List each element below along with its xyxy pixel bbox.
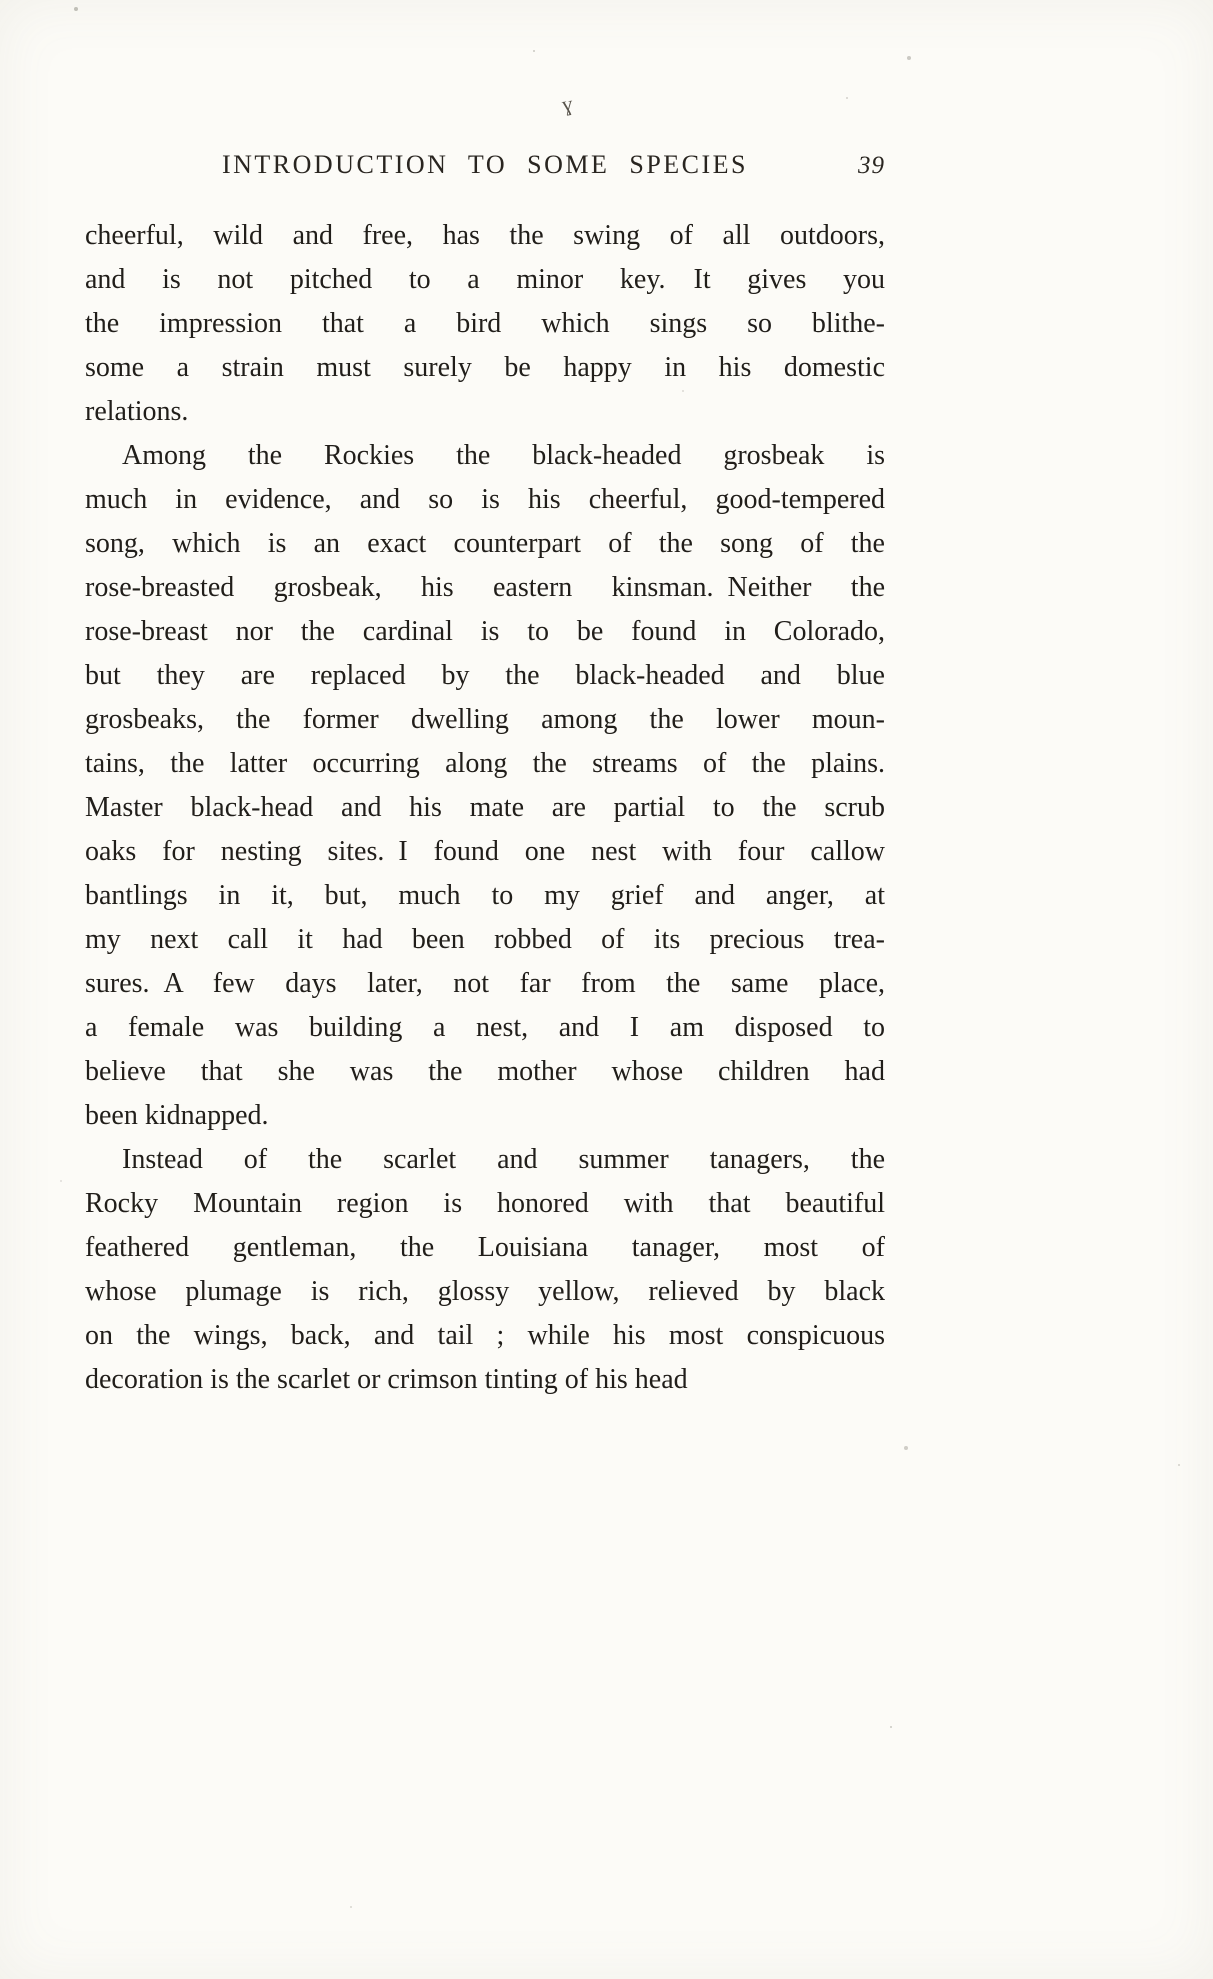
text-line: my next call it had been robbed of its precious trea- <box>85 924 885 955</box>
text-line: a female was building a nest, and I am disposed to <box>85 1012 885 1043</box>
text-line: cheerful, wild and free, has the swing of all outdoors, <box>85 220 885 251</box>
text-line: feathered gentleman, the Louisiana tanager, most of <box>85 1232 885 1263</box>
text-line: relations. <box>85 396 189 427</box>
text-line: some a strain must surely be happy in his domestic <box>85 352 885 383</box>
text-line: grosbeaks, the former dwelling among the lower moun- <box>85 704 885 735</box>
text-line: Rocky Mountain region is honored with that beautiful <box>85 1188 885 1219</box>
text-line: oaks for nesting sites. I found one nest with four callow <box>85 836 885 867</box>
text-line: bantlings in it, but, much to my grief and anger, at <box>85 880 885 911</box>
text-line: on the wings, back, and tail ; while his most conspicuous <box>85 1320 885 1351</box>
text-line: but they are replaced by the black-headed and blue <box>85 660 885 691</box>
text-line: rose-breasted grosbeak, his eastern kinsman. Neither the <box>85 572 885 603</box>
text-line: Master black-head and his mate are partial to the scrub <box>85 792 885 823</box>
text-line: much in evidence, and so is his cheerful, good-tempered <box>85 484 885 515</box>
text-line: decoration is the scarlet or crimson tinting of his head <box>85 1364 688 1395</box>
text-line: Instead of the scarlet and summer tanagers, the <box>122 1144 885 1175</box>
text-line: believe that she was the mother whose children had <box>85 1056 885 1087</box>
text-line: the impression that a bird which sings so blithe- <box>85 308 885 339</box>
text-line: and is not pitched to a minor key. It gives you <box>85 264 885 295</box>
page-number: 39 <box>858 152 885 179</box>
text-line: been kidnapped. <box>85 1100 269 1131</box>
page-header <box>85 150 885 192</box>
page-body <box>85 214 885 1402</box>
scan-specks <box>0 0 2 2</box>
text-line: rose-breast nor the cardinal is to be found in Colorado, <box>85 616 885 647</box>
scan-artifact-mark: ɣ <box>560 91 575 117</box>
text-line: sures. A few days later, not far from the same place, <box>85 968 885 999</box>
text-line: Among the Rockies the black-headed grosbeak is <box>122 440 885 471</box>
text-line: song, which is an exact counterpart of the song of the <box>85 528 885 559</box>
text-line: tains, the latter occurring along the streams of the plains. <box>85 748 885 779</box>
text-column <box>85 150 885 1402</box>
running-title: INTRODUCTION TO SOME SPECIES <box>221 150 749 179</box>
text-line: whose plumage is rich, glossy yellow, relieved by black <box>85 1276 885 1307</box>
